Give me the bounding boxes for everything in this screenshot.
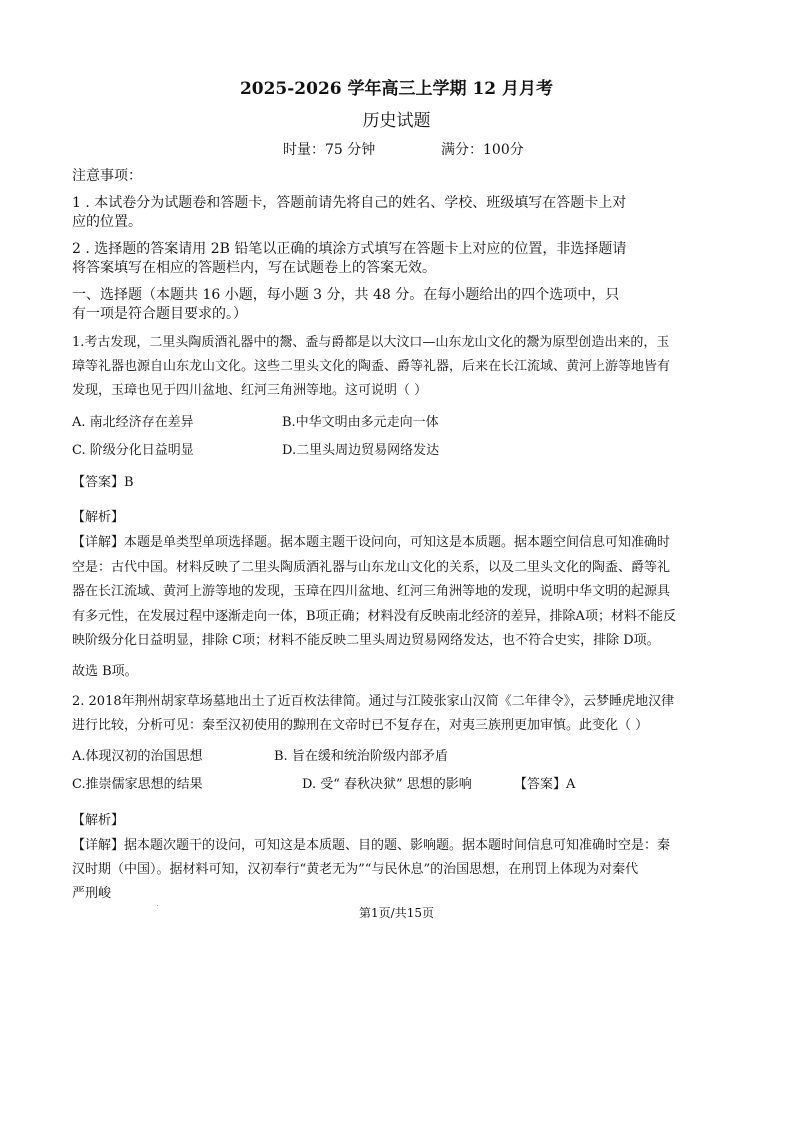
q2-option-c: C.推崇儒家思想的结果 — [72, 777, 203, 792]
q2-analysis-tag: 【解析】 — [72, 813, 125, 828]
section-heading-line-1: 一、选择题（本题共 16 小题，每小题 3 分，共 48 分。在每小题给出的四个选项中，只 — [72, 287, 620, 303]
page-number: 第1页/共15页 — [359, 906, 434, 920]
section-heading-line-2: 有一项是符合题目要求的。） — [72, 306, 247, 322]
notice-item-1-line-1: 1 . 本试卷分为试题卷和答题卡，答题前请先将自己的姓名、学校、班级填写在答题卡上对 — [72, 195, 627, 211]
q1-stem-line-2: 璋等礼器也源自山东龙山文化。这些二里头文化的陶盉、爵等礼器，后来在长江流域、黄河上游等地皆有 — [72, 359, 671, 374]
q1-option-a: A. 南北经济存在差异 — [72, 415, 194, 430]
exam-subject: 历史试题 — [362, 111, 431, 131]
q1-option-d: D.二里头周边贸易网络发达 — [282, 443, 440, 458]
q2-option-b: B. 旨在缓和统治阶级内部矛盾 — [274, 749, 448, 764]
q2-detail-line-1: 【详解】据本题次题干的设问，可知这是本质题、目的题、影响题。据本题时间信息可知准确时空是：秦 — [72, 838, 671, 853]
q1-option-c: C. 阶级分化日益明显 — [72, 443, 194, 458]
q1-detail-line-4: 有多元性，在发展过程中逐渐走向一体，B项正确；材料没有反映南北经济的差异，排除A项；材料不能反 — [72, 609, 676, 624]
q1-detail-line-1: 【详解】本题是单类型单项选择题。据本题主题干设问向，可知这是本质题。据本题空间信息可知准确时 — [72, 535, 671, 550]
q2-answer: 【答案】A — [514, 777, 576, 792]
q1-detail-line-5: 映阶级分化日益明显，排除 C项；材料不能反映二里头周边贸易网络发达，也不符合史实，排除 D项。 — [72, 633, 660, 648]
q2-stem-line-2: 进行比较，分析可见：秦至汉初使用的黥刑在文帝时已不复存在，对夷三族刑更加审慎。此变化（ ） — [72, 718, 649, 733]
q1-stem-line-3: 发现，玉璋也见于四川盆地、红河三角洲等地。这可说明（ ） — [72, 383, 428, 398]
notice-item-2-line-2: 将答案填写在相应的答题栏内，写在试题卷上的答案无效。 — [72, 260, 436, 276]
q1-stem-line-1: 1.考古发现，二里头陶质酒礼器中的鬶、盉与爵都是以大汶口—山东龙山文化的鬶为原型创造出来的，玉 — [72, 335, 670, 350]
exam-score: 满分：100分 — [441, 142, 524, 158]
q2-option-a: A.体现汉初的治国思想 — [72, 749, 203, 764]
exam-time: 时量：75 分钟 — [283, 142, 376, 158]
q2-option-d: D. 受“ 春秋决狱” 思想的影响 — [302, 777, 472, 792]
q1-answer: 【答案】B — [72, 475, 134, 490]
q1-analysis-tag: 【解析】 — [72, 510, 125, 525]
q1-option-b: B.中华文明由多元走向一体 — [282, 415, 439, 430]
q1-detail-line-3: 器在长江流域、黄河上游等地的发现，玉璋在四川盆地、红河三角洲等地的发现，说明中华文明的起源具 — [72, 584, 671, 599]
notice-heading: 注意事项： — [72, 168, 142, 184]
exam-title: 2025-2026 学年高三上学期 12 月月考 — [239, 79, 554, 99]
notice-item-2-line-1: 2 . 选择题的答案请用 2B 铅笔以正确的填涂方式填写在答题卡上对应的位置，非选择题请 — [72, 241, 627, 257]
q2-detail-line-3: 严刑峻 — [72, 886, 112, 901]
q2-detail-line-2: 汉时期（中国）。据材料可知，汉初奉行“黄老无为”“与民休息”的治国思想，在刑罚上体现为对秦代 — [72, 862, 639, 877]
notice-item-1-line-2: 应的位置。 — [72, 214, 142, 230]
q2-stem-line-1: 2. 2018年荆州胡家草场墓地出土了近百枚法律简。通过与江陵张家山汉简《二年律令》，云梦睡虎地汉律 — [72, 694, 675, 709]
q1-detail-line-2: 空是：古代中国。材料反映了二里头陶质酒礼器与山东龙山文化的关系，以及二里头文化的陶盉、爵等礼 — [72, 560, 671, 575]
q1-conclusion: 故选 B项。 — [72, 664, 138, 679]
